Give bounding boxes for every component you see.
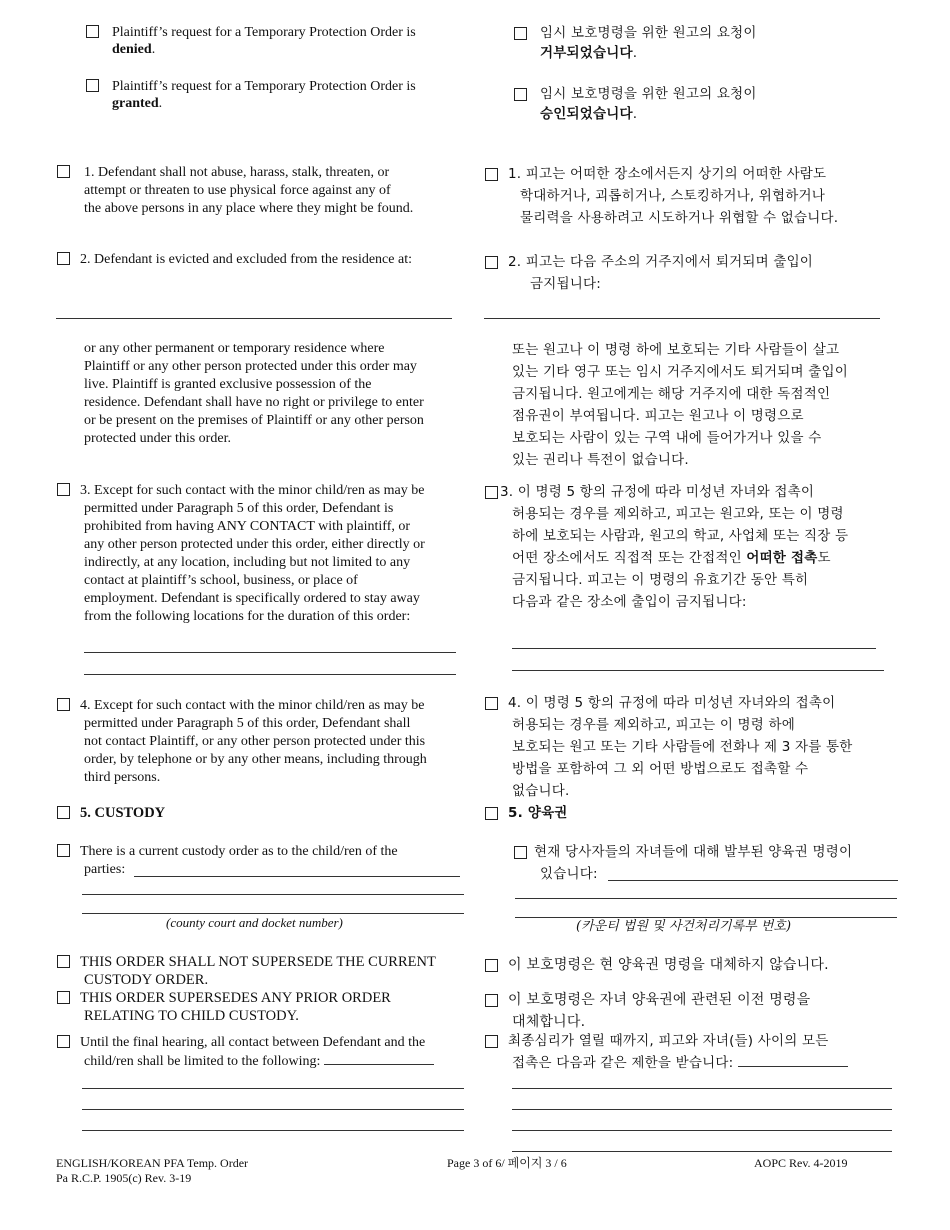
item1-line-2: attempt or threaten to use physical force against any of [84, 183, 391, 198]
item3-ko-checkbox[interactable] [485, 486, 498, 499]
residence-line-2: Plaintiff or any other person protected under this order may [84, 359, 417, 374]
parties-line[interactable] [134, 876, 460, 877]
item3-ko-line-4-text: 어떤 장소에서도 직접적 또는 간접적인 [512, 550, 742, 566]
item4-ko-checkbox[interactable] [485, 697, 498, 710]
item1-line-1: 1. Defendant shall not abuse, harass, stalk, threaten, or [84, 165, 390, 180]
supersedes-ko-checkbox[interactable] [485, 994, 498, 1007]
tpo-granted-ko-text: 임시 보호명령을 위한 원고의 요청이 승인되었습니다. [540, 86, 757, 122]
item3-ko-line-4-end: 도 [817, 550, 831, 566]
item3-line-6: contact at plaintiff’s school, business, or place of [84, 573, 358, 588]
residence-ko-line-1: 또는 원고나 이 명령 하에 보호되는 기타 사람들이 살고 [512, 342, 840, 358]
custody-order-line-1: There is a current custody order as to the child/ren of the [80, 844, 398, 859]
tpo-denied-ko-text: 임시 보호명령을 위한 원고의 요청이 거부되었습니다. [540, 25, 757, 61]
footer-revision: AOPC Rev. 4-2019 [754, 1156, 848, 1170]
footer-rule: Pa R.C.P. 1905(c) Rev. 3-19 [56, 1171, 192, 1185]
not-supersede-ko-text: 이 보호명령은 현 양육권 명령을 대체하지 않습니다. [508, 957, 829, 973]
item3-line-3: prohibited from having ANY CONTACT with plaintiff, or [84, 519, 411, 534]
final-hearing-line-2-text: child/ren shall be limited to the following: [84, 1054, 321, 1069]
item4-ko-line-3: 보호되는 원고 또는 기타 사람들에 전화나 제 3 자를 통한 [512, 739, 853, 755]
current-custody-order-checkbox[interactable] [57, 844, 70, 857]
final-hearing-line-2 [84, 1052, 434, 1070]
item3-ko-line-1: 3. 이 명령 5 항의 규정에 따라 미성년 자녀와 접촉이 [500, 484, 815, 500]
item2-ko-line-2: 금지됩니다: [530, 276, 601, 292]
limitation-ko-line-4[interactable] [512, 1151, 892, 1152]
residence-line-1: or any other permanent or temporary residence where [84, 341, 385, 356]
supersedes-ko-line-2: 대체합니다. [512, 1014, 586, 1030]
residence-address-line[interactable] [56, 318, 452, 319]
custody-order-ko-line-2: 있습니다: [540, 866, 598, 882]
custody-order-ko-line-1: 현재 당사자들의 자녀들에 대해 발부된 양육권 명령이 [534, 844, 853, 860]
custody-order-line-2: parties: [84, 862, 126, 877]
residence-line-3: live. Plaintiff is granted exclusive possession of the [84, 377, 372, 392]
item3-checkbox[interactable] [57, 483, 70, 496]
item4-line-1: 4. Except for such contact with the minor child/ren as may be [80, 698, 425, 713]
limitation-ko-line-3[interactable] [512, 1130, 892, 1131]
footer-page-number: Page 3 of 6/ 페이지 3 / 6 [447, 1156, 567, 1170]
custody-ko-checkbox[interactable] [485, 807, 498, 820]
limitation-ko-line-2[interactable] [512, 1109, 892, 1110]
item1-line-3: the above persons in any place where they might be found. [84, 201, 414, 216]
stay-away-location-line-1[interactable] [84, 652, 456, 653]
supersedes-checkbox[interactable] [57, 991, 70, 1004]
tpo-denied-ko-checkbox[interactable] [514, 27, 527, 40]
final-hearing-ko-checkbox[interactable] [485, 1035, 498, 1048]
tpo-denied-text: Plaintiff’s request for a Temporary Protection Order is denied. [112, 25, 416, 57]
residence-ko-line-4: 점유권이 부여됩니다. 피고는 원고나 이 명령으로 [512, 408, 804, 424]
tpo-denied-checkbox[interactable] [86, 25, 99, 38]
custody-details-ko-line-1[interactable] [515, 898, 897, 899]
county-court-note: (county court and docket number) [166, 915, 343, 930]
item3-ko-line-4 [512, 548, 831, 568]
county-court-ko-note: (카운티 법원 및 사건처리기록부 번호) [576, 919, 792, 934]
custody-checkbox[interactable] [57, 806, 70, 819]
stay-away-location-ko-line-2[interactable] [512, 670, 884, 671]
current-custody-order-ko-checkbox[interactable] [514, 846, 527, 859]
item4-ko-line-4: 방법을 포함하여 그 외 어떤 방법으로도 접촉할 수 [512, 761, 809, 777]
final-hearing-ko-line-2-text: 접촉은 다음과 같은 제한을 받습니다: [512, 1055, 734, 1071]
residence-line-5: or be present on the premises of Plaintiff or any other person [84, 413, 424, 428]
item2-ko-checkbox[interactable] [485, 256, 498, 269]
item3-ko-line-3: 하에 보호되는 사람과, 원고의 학교, 사업체 또는 직장 등 [512, 528, 849, 544]
item2-ko-line-1: 2. 피고는 다음 주소의 거주지에서 퇴거되며 출입이 [508, 254, 814, 270]
item3-line-7: employment. Defendant is specifically ordered to stay away [84, 591, 420, 606]
item1-checkbox[interactable] [57, 165, 70, 178]
not-supersede-ko-checkbox[interactable] [485, 959, 498, 972]
tpo-granted-text: Plaintiff’s request for a Temporary Protection Order is granted. [112, 79, 416, 111]
item3-line-5: indirectly, at any location, including but not limited to any [84, 555, 411, 570]
residence-address-ko-line[interactable] [484, 318, 880, 319]
item4-checkbox[interactable] [57, 698, 70, 711]
supersedes-line-1: THIS ORDER SUPERSEDES ANY PRIOR ORDER [80, 990, 391, 1006]
footer-form-name: ENGLISH/KOREAN PFA Temp. Order [56, 1156, 249, 1170]
custody-heading: 5. CUSTODY [80, 805, 166, 821]
item4-ko-line-5: 없습니다. [512, 783, 570, 799]
stay-away-location-line-2[interactable] [84, 674, 456, 675]
not-supersede-checkbox[interactable] [57, 955, 70, 968]
final-hearing-ko-line-1: 최종심리가 열릴 때까지, 피고와 자녀(들) 사이의 모든 [508, 1033, 829, 1049]
limitation-ko-line-1[interactable] [512, 1088, 892, 1089]
item1-ko-line-1: 1. 피고는 어떠한 장소에서든지 상기의 어떠한 사람도 [508, 166, 827, 182]
item3-ko-any-contact: 어떠한 접촉 [746, 550, 818, 566]
stay-away-location-ko-line-1[interactable] [512, 648, 876, 649]
item4-line-5: third persons. [84, 770, 161, 785]
item3-line-1: 3. Except for such contact with the minor child/ren as may be [80, 483, 425, 498]
custody-ko-heading: 5. 양육권 [508, 805, 568, 821]
item3-ko-line-2: 허용되는 경우를 제외하고, 피고는 원고와, 또는 이 명령 [512, 506, 844, 522]
final-hearing-ko-blank[interactable] [738, 1054, 848, 1067]
limitation-line-3[interactable] [82, 1130, 464, 1131]
limitation-line-1[interactable] [82, 1088, 464, 1089]
item2-checkbox[interactable] [57, 252, 70, 265]
item4-line-2: permitted under Paragraph 5 of this order, Defendant shall [84, 716, 411, 731]
item1-ko-line-2: 학대하거나, 괴롭히거나, 스토킹하거나, 위협하거나 [520, 188, 826, 204]
item4-line-3: not contact Plaintiff, or any other person protected under this [84, 734, 426, 749]
item2-text: 2. Defendant is evicted and excluded from the residence at: [80, 252, 412, 267]
item3-line-8: from the following locations for the duration of this order: [84, 609, 411, 624]
limitation-line-2[interactable] [82, 1109, 464, 1110]
item4-ko-line-1: 4. 이 명령 5 항의 규정에 따라 미성년 자녀와의 접촉이 [508, 695, 836, 711]
residence-line-6: protected under this order. [84, 431, 231, 446]
item3-ko-line-5: 금지됩니다. 피고는 이 명령의 유효기간 동안 특히 [512, 572, 809, 588]
item4-ko-line-2: 허용되는 경우를 제외하고, 피고는 이 명령 하에 [512, 717, 796, 733]
residence-ko-line-5: 보호되는 사람이 있는 구역 내에 들어가거나 있을 수 [512, 430, 822, 446]
item4-line-4: order, by telephone or by any other means, including through [84, 752, 427, 767]
final-hearing-checkbox[interactable] [57, 1035, 70, 1048]
custody-details-line-1[interactable] [82, 894, 464, 895]
item3-line-2: permitted under Paragraph 5 of this order, Defendant is [84, 501, 394, 516]
item3-ko-line-6: 다음과 같은 장소에 출입이 금지됩니다: [512, 594, 747, 610]
item1-ko-line-3: 물리력을 사용하려고 시도하거나 위협할 수 없습니다. [520, 210, 839, 226]
item3-line-4: any other person protected under this order, either directly or [84, 537, 425, 552]
item1-ko-checkbox[interactable] [485, 168, 498, 181]
tpo-granted-ko-checkbox[interactable] [514, 88, 527, 101]
final-hearing-line-1: Until the final hearing, all contact between Defendant and the [80, 1035, 426, 1050]
final-hearing-blank[interactable] [324, 1052, 434, 1065]
residence-line-4: residence. Defendant shall have no right or privilege to enter [84, 395, 424, 410]
supersedes-ko-line-1: 이 보호명령은 자녀 양육권에 관련된 이전 명령을 [508, 992, 811, 1008]
residence-ko-line-6: 있는 권리나 특전이 없습니다. [512, 452, 689, 468]
residence-ko-line-2: 있는 기타 영구 또는 임시 거주지에서도 퇴거되며 출입이 [512, 364, 848, 380]
final-hearing-ko-line-2 [512, 1053, 848, 1073]
residence-ko-line-3: 금지됩니다. 원고에게는 해당 거주지에 대한 독점적인 [512, 386, 831, 402]
not-supersede-line-1: THIS ORDER SHALL NOT SUPERSEDE THE CURRENT [80, 954, 436, 970]
supersedes-line-2: RELATING TO CHILD CUSTODY. [84, 1008, 299, 1024]
parties-ko-line[interactable] [608, 880, 898, 881]
tpo-granted-checkbox[interactable] [86, 79, 99, 92]
not-supersede-line-2: CUSTODY ORDER. [84, 972, 209, 988]
